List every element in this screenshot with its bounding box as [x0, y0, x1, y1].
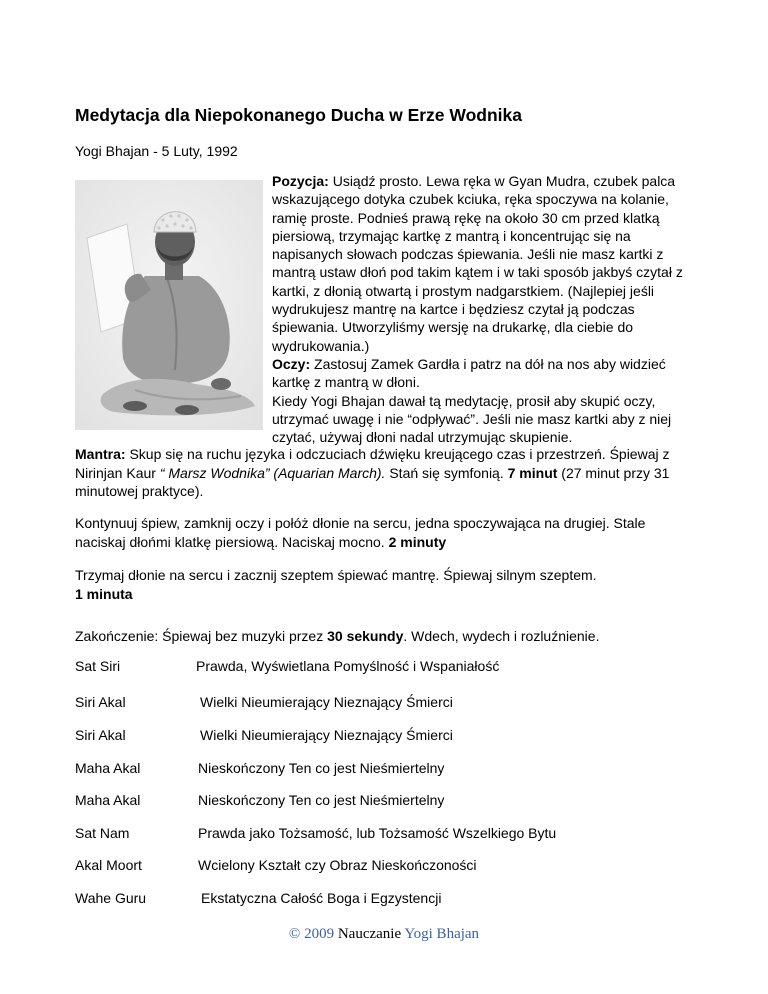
eyes-text: Zastosuj Zamek Gardła i patrz na dół na nos aby widzieć kartkę z mantrą w dłoni. [272, 356, 666, 391]
mantra-label: Mantra: [75, 446, 126, 462]
ending-section [75, 627, 735, 646]
mantra-line-meaning: Wielki Nieumierający Nieznający Śmierci [200, 694, 453, 710]
mantra-line-meaning: Prawda jako Tożsamość, lub Tożsamość Wszelkiego Bytu [198, 825, 557, 841]
step3-section [75, 566, 695, 603]
mantra-line-name: Maha Akal [75, 760, 141, 776]
mantra-line-name: Sat Nam [75, 825, 130, 841]
mantra-line-meaning: Wielki Nieumierający Nieznający Śmierci [200, 727, 453, 743]
author-date-line: Yogi Bhajan - 5 Luty, 1992 [75, 143, 238, 159]
position-section [272, 172, 700, 355]
meditation-photo [75, 180, 263, 430]
mantra-line-meaning: Nieskończony Ten co jest Nieśmiertelny [198, 792, 445, 808]
mantra-line-meaning: Wcielony Kształt czy Obraz Nieskończoności [198, 857, 477, 873]
mantra-song-title: “ Marsz Wodnika” (Aquarian March). [159, 464, 386, 481]
step2-text: Kontynuuj śpiew, zamknij oczy i połóż dłonie na sercu, jedna spoczywająca na drugiej. Stale naciskaj dłońmi klatkę piersiową. Naciskaj mocno. [75, 515, 646, 550]
mantra-line-meaning: Ekstatyczna Całość Boga i Egzystencji [201, 890, 442, 906]
mantra-line-meaning: Nieskończony Ten co jest Nieśmiertelny [198, 760, 445, 776]
mantra-line-meaning: Prawda, Wyświetlana Pomyślność i Wspaniałość [196, 658, 500, 674]
footer-copyright: © 2009 [288, 926, 335, 942]
ending-text-2: . Wdech, wydech i rozluźnienie. [403, 628, 600, 644]
eyes-label: Oczy: [272, 356, 311, 372]
document-title: Medytacja dla Niepokonanego Ducha w Erze Wodnika [75, 105, 522, 125]
mantra-line-name: Akal Moort [75, 857, 142, 873]
position-label: Pozycja: [272, 173, 329, 189]
footer-author-link[interactable]: Yogi Bhajan [404, 926, 480, 942]
mantra-line-name: Wahe Guru [75, 890, 147, 906]
mantra-section [75, 445, 695, 501]
mantra-line-name: Siri Akal [75, 727, 126, 743]
mantra-line-name: Siri Akal [75, 694, 126, 710]
position-text: Usiądź prosto. Lewa ręka w Gyan Mudra, czubek palca wskazującego dotyka czubek kciuka, ręka spoczywa na kolanie, ramię proste. Podnieś prawą rękę na około 30 cm przed klatką piersiową, trzymając kartkę z mantrą i koncentrując się na napisanych słowach podczas śpiewania. Jeśli nie masz kartki z mantrą ustaw dłoń pod takim kątem i w taki sposób jakbyś czytał z kartki, z dłonią otwartą i prostym nadgarstkiem. (Najlepiej jeśli wydrukujesz mantrę na kartce i będziesz czytał ją podczas śpiewania. Utworzyliśmy wersję na drukarkę, dla ciebie do wydrukowania.) [272, 173, 683, 354]
mantra-line-name: Maha Akal [75, 792, 141, 808]
step3-text: Trzymaj dłonie na sercu i zacznij szeptem śpiewać mantrę. Śpiewaj silnym szeptem. [75, 567, 597, 583]
step3-duration: 1 minuta [75, 585, 133, 602]
mantra-text-3: (27 minut przy 31 minutowej praktyce). [75, 464, 670, 499]
mantra-text-2: Stań się symfonią. [385, 464, 508, 481]
footer-mid: Nauczanie [334, 926, 405, 942]
eyes-text-2: Kiedy Yogi Bhajan dawał tą medytację, prosił aby skupić oczy, utrzymać uwagę i nie “odpływać”. Jeśli nie masz kartki aby z niej czytać, używaj dłoni nadal utrzymując skupienie. [272, 392, 672, 446]
eyes-section [272, 355, 700, 446]
mantra-text-1: Skup się na ruchu języka i odczuciach dźwięku kreującego czas i przestrzeń. Śpiewaj z Nirinjan Kaur [75, 446, 670, 481]
ending-duration: 30 sekundy [327, 628, 404, 644]
mantra-duration: 7 minut [507, 464, 558, 481]
ending-text-1: Zakończenie: Śpiewaj bez muzyki przez [75, 628, 328, 644]
step2-duration: 2 minuty [388, 533, 447, 550]
mantra-line-name: Sat Siri [75, 658, 121, 674]
step2-section [75, 514, 695, 551]
footer-credit [0, 926, 768, 943]
